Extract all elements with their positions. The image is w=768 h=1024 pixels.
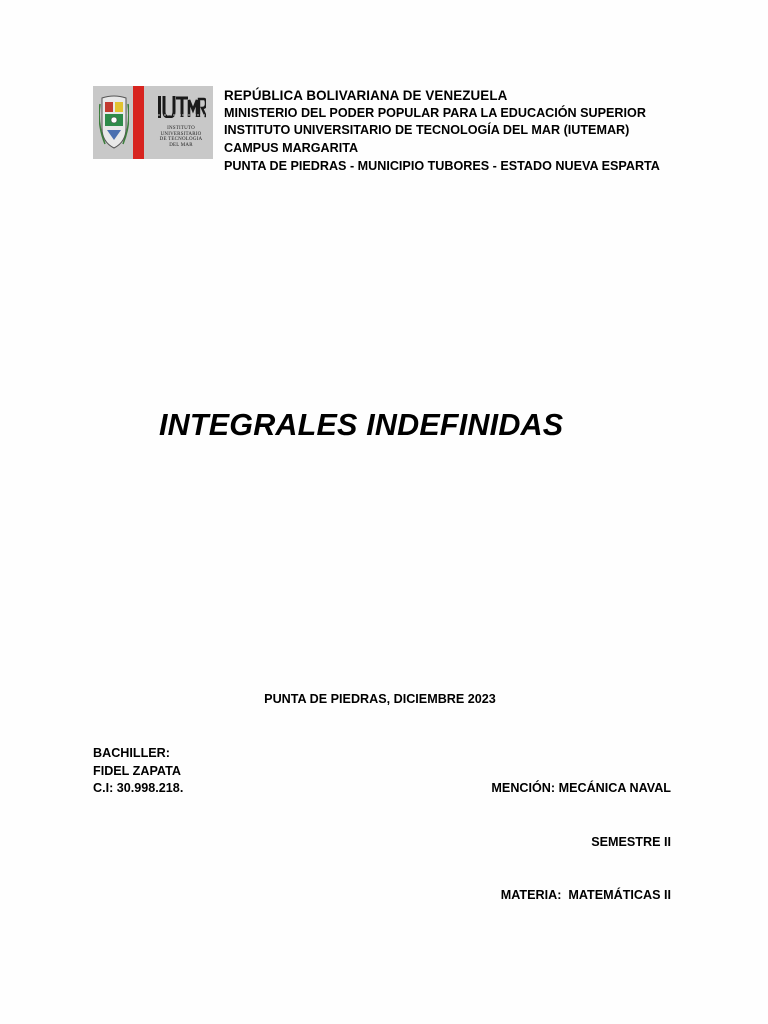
- institution-header: [224, 87, 660, 176]
- header-ministry: MINISTERIO DEL PODER POPULAR PARA LA EDUCACIÓN SUPERIOR: [224, 105, 646, 120]
- institution-logo: [93, 86, 213, 159]
- header-location: PUNTA DE PIEDRAS - MUNICIPIO TUBORES - ESTADO NUEVA ESPARTA: [224, 158, 660, 173]
- course-info: [491, 745, 671, 940]
- header-country: REPÚBLICA BOLIVARIANA DE VENEZUELA: [224, 88, 508, 103]
- course-mention: MENCIÓN: MECÁNICA NAVAL: [491, 781, 671, 796]
- student-label: BACHILLER:: [93, 746, 170, 760]
- course-semester: SEMESTRE II: [591, 834, 671, 849]
- course-subject: MATERIA: MATEMÁTICAS II: [500, 887, 671, 902]
- coat-of-arms-icon: [99, 94, 129, 150]
- logo-red-bar: [133, 86, 144, 159]
- document-title: INTEGRALES INDEFINIDAS: [159, 408, 564, 442]
- place-date: PUNTA DE PIEDRAS, DICIEMBRE 2023: [264, 692, 496, 706]
- student-ci: C.I: 30.998.218.: [93, 781, 184, 796]
- student-name: FIDEL ZAPATA: [93, 763, 181, 778]
- header-campus: CAMPUS MARGARITA: [224, 141, 359, 156]
- logo-subtext: INSTITUTO UNIVERSITARIO DE TECNOLOGIA DEL MAR: [159, 126, 203, 148]
- header-institute: INSTITUTO UNIVERSITARIO DE TECNOLOGÍA DEL MAR (IUTEMAR): [224, 123, 630, 138]
- student-info: [93, 745, 183, 798]
- iutemar-wordmark-icon: [158, 96, 206, 118]
